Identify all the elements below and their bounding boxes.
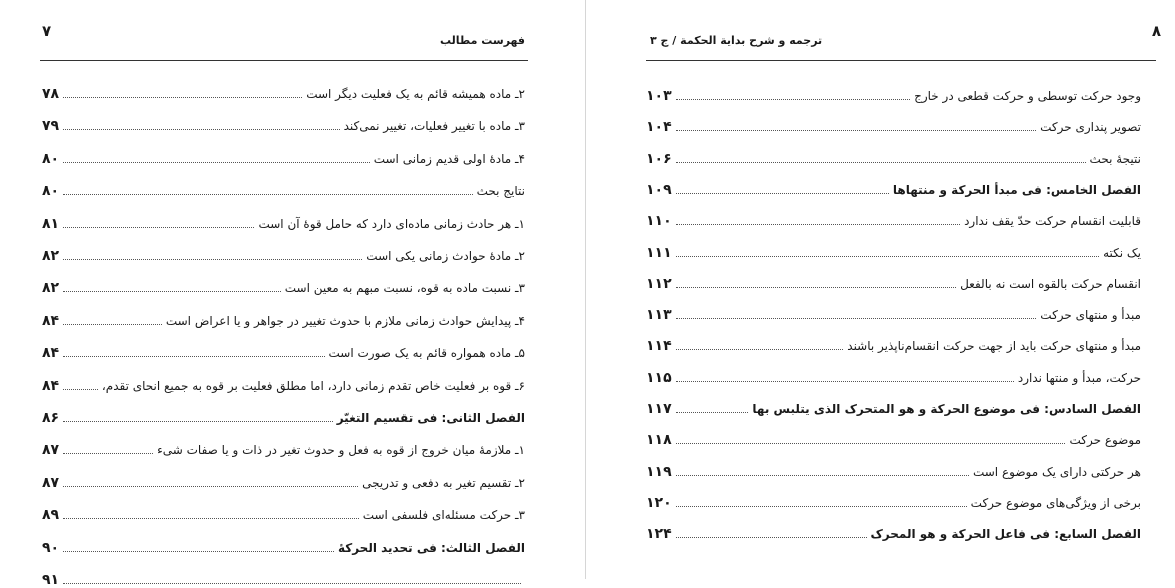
toc-entry	[646, 491, 1141, 511]
chapter-heading: الفصل الثانی: فی تقسیم التغیّر	[336, 411, 525, 425]
entry-title: یک نکته	[1103, 245, 1141, 260]
dot-leader	[676, 475, 969, 476]
page-ref: ۷۸	[42, 86, 60, 102]
toc-entry	[42, 309, 525, 329]
toc-entry	[646, 334, 1141, 354]
page-ref: ۸۶	[42, 410, 60, 426]
toc-entry	[646, 272, 1141, 292]
dot-leader	[676, 506, 967, 507]
dot-leader	[676, 130, 1037, 131]
dot-leader	[676, 224, 960, 225]
running-title: فهرست مطالب	[439, 34, 525, 47]
page-ref: ۸۷	[42, 442, 60, 459]
page-ref: ۸۰	[42, 183, 60, 200]
page-ref: ۱۱۹	[646, 463, 672, 480]
entry-title: ۲ـ ماده همیشه قائم به یک فعلیت دیگر است	[306, 87, 525, 101]
toc-entry	[646, 522, 1141, 542]
toc-entry	[42, 406, 525, 426]
toc-entry	[42, 568, 525, 588]
page-ref: ۸۴	[42, 377, 60, 394]
header-rule	[40, 60, 528, 61]
toc-entry	[646, 397, 1141, 417]
dot-leader	[676, 162, 1086, 163]
toc-entry	[42, 244, 525, 264]
page-ref: ۸۴	[42, 345, 60, 362]
page-ref: ۸۹	[42, 507, 60, 524]
page-ref: ۱۰۳	[646, 88, 672, 104]
chapter-heading: الفصل السابع: فی فاعل الحرکة و هو المحرک	[870, 527, 1141, 542]
toc-entry	[42, 536, 525, 556]
page-ref: ۸۴	[42, 312, 60, 329]
entry-title: برخی از ویژگی‌های موضوع حرکت	[970, 495, 1141, 510]
page-ref: ۱۲۴	[646, 526, 672, 543]
entry-title: ۲ـ تقسیم تغیر به دفعی و تدریجی	[362, 475, 525, 490]
page-ref: ۱۰۴	[646, 119, 672, 136]
toc-entry	[646, 147, 1141, 167]
toc-entry	[646, 84, 1141, 104]
toc-entry	[646, 428, 1141, 448]
chapter-heading: الفصل الخامس: فی مبدأ الحرکة و منتهاها	[892, 182, 1141, 197]
dot-leader	[676, 287, 956, 288]
toc-entry	[646, 460, 1141, 480]
dot-leader	[676, 99, 910, 100]
page-ref: ۸۷	[42, 474, 60, 491]
page-ref: ۱۰۶	[646, 150, 672, 167]
entry-title: ۳ـ حرکت مسئله‌ای فلسفی است	[362, 508, 525, 523]
entry-title: هر حرکتی دارای یک موضوع است	[972, 464, 1141, 479]
entry-title: نتایج بحث	[476, 184, 525, 199]
dot-leader	[676, 318, 1037, 319]
entry-title: ۳ـ نسبت ماده به قوه، نسبت مبهم به معین است	[284, 281, 525, 296]
toc-entry	[646, 209, 1141, 229]
toc-entry	[42, 82, 525, 102]
dot-leader	[676, 193, 889, 194]
toc-entry	[42, 503, 525, 523]
dot-leader	[63, 551, 334, 552]
entry-title: ۶ـ قوه بر فعلیت خاص تقدم زمانی دارد، اما مطلق فعلیت بر قوه به جمیع انحای تقدم،	[101, 378, 525, 393]
dot-leader	[676, 349, 844, 350]
toc-entry	[646, 241, 1141, 261]
entry-title: مبدأ و منتهای حرکت	[1040, 308, 1141, 323]
toc-entry	[646, 115, 1141, 135]
toc-entry	[42, 147, 525, 167]
dot-leader	[676, 412, 749, 413]
toc-entry	[42, 212, 525, 232]
toc-entry	[42, 341, 525, 361]
entry-title: ۵ـ ماده همواره قائم به یک صورت است	[328, 346, 525, 361]
entry-title: ۴ـ پیدایش حوادث زمانی ملازم با حدوث تغییر در جواهر و یا اعراض است	[165, 313, 525, 328]
dot-leader	[63, 291, 281, 292]
page-ref: ۱۱۲	[646, 275, 672, 292]
entry-title: نتیجهٔ بحث	[1089, 151, 1141, 166]
dot-leader	[676, 381, 1014, 382]
toc-entry	[42, 471, 525, 491]
page-ref: ۱۱۴	[646, 338, 672, 355]
dot-leader	[63, 583, 521, 584]
dot-leader	[63, 129, 339, 130]
entry-title: ۱ـ هر حادث زمانی ماده‌ای دارد که حامل قوهٔ آن است	[258, 216, 525, 231]
toc-entry	[42, 438, 525, 458]
dot-leader	[63, 194, 473, 195]
header-rule	[646, 60, 1156, 61]
chapter-heading: الفصل السادس: فی موضوع الحرکة و هو المتحرک الذی یتلبس بها	[752, 402, 1141, 416]
toc-entry	[42, 276, 525, 296]
entry-title: ۲ـ مادهٔ حوادث زمانی یکی است	[366, 249, 525, 263]
entry-title: انقسام حرکت بالقوه است نه بالفعل	[960, 276, 1141, 291]
page-ref: ۱۱۷	[646, 401, 672, 417]
entry-title: وجود حرکت توسطی و حرکت قطعی در خارج	[914, 89, 1141, 103]
toc-entry	[646, 303, 1141, 323]
page-ref: ۹۰	[42, 539, 60, 556]
page-ref: ۱۲۰	[646, 494, 672, 511]
dot-leader	[63, 356, 324, 357]
toc-entry	[646, 178, 1141, 198]
page-ref: ۱۱۰	[646, 213, 672, 230]
entry-title: حرکت، مبدأ و منتها ندارد	[1017, 370, 1141, 385]
dot-leader	[63, 486, 358, 487]
page-ref: ۱۱۳	[646, 307, 672, 324]
page-ref: ۸۲	[42, 280, 60, 297]
page-number: ۷	[42, 22, 52, 40]
dot-leader	[63, 389, 98, 390]
page-ref: ۸۰	[42, 150, 60, 167]
page-ref: ۸۲	[42, 248, 60, 264]
entry-title: تصویر پنداری حرکت	[1040, 120, 1141, 135]
dot-leader	[676, 443, 1066, 444]
entry-title: ۴ـ مادهٔ اولی قدیم زمانی است	[373, 151, 525, 166]
right-page	[596, 0, 1175, 579]
book-gutter	[585, 0, 586, 579]
toc-entry	[42, 374, 525, 394]
entry-title: ۱ـ ملازمهٔ میان خروج از قوه به فعل و حدوث تغیر در ذات و یا صفات شیء	[157, 443, 525, 458]
dot-leader	[676, 537, 867, 538]
dot-leader	[63, 453, 153, 454]
page-ref: ۷۹	[42, 118, 60, 135]
chapter-heading: الفصل الثالث: فی تحدید الحرکهٔ	[337, 540, 525, 555]
dot-leader	[63, 227, 254, 228]
left-page	[0, 0, 575, 588]
page-ref: ۸۱	[42, 215, 60, 232]
dot-leader	[63, 518, 359, 519]
entry-title: مبدأ و منتهای حرکت باید از جهت حرکت انقسام‌ناپذیر باشند	[847, 339, 1141, 354]
page-ref: ۹۱	[42, 572, 60, 588]
page-ref: ۱۱۱	[646, 244, 672, 261]
dot-leader	[63, 162, 370, 163]
toc-entry	[42, 114, 525, 134]
running-title: ترجمه و شرح بدایة الحکمة / ج ۳	[650, 34, 823, 47]
toc-entry	[646, 366, 1141, 386]
entry-title: ۳ـ ماده با تغییر فعلیات، تغییر نمی‌کند	[343, 119, 525, 134]
dot-leader	[63, 324, 162, 325]
page-ref: ۱۰۹	[646, 181, 672, 198]
page-ref: ۱۱۸	[646, 432, 672, 449]
entry-title: موضوع حرکت	[1069, 433, 1141, 448]
dot-leader	[63, 97, 302, 98]
dot-leader	[63, 421, 333, 422]
dot-leader	[676, 256, 1099, 257]
page-ref: ۱۱۵	[646, 369, 672, 386]
entry-title: قابلیت انقسام حرکت حدّ یقف ندارد	[964, 214, 1141, 229]
page-number: ۸	[1151, 22, 1161, 40]
dot-leader	[63, 259, 362, 260]
toc-entry	[42, 179, 525, 199]
